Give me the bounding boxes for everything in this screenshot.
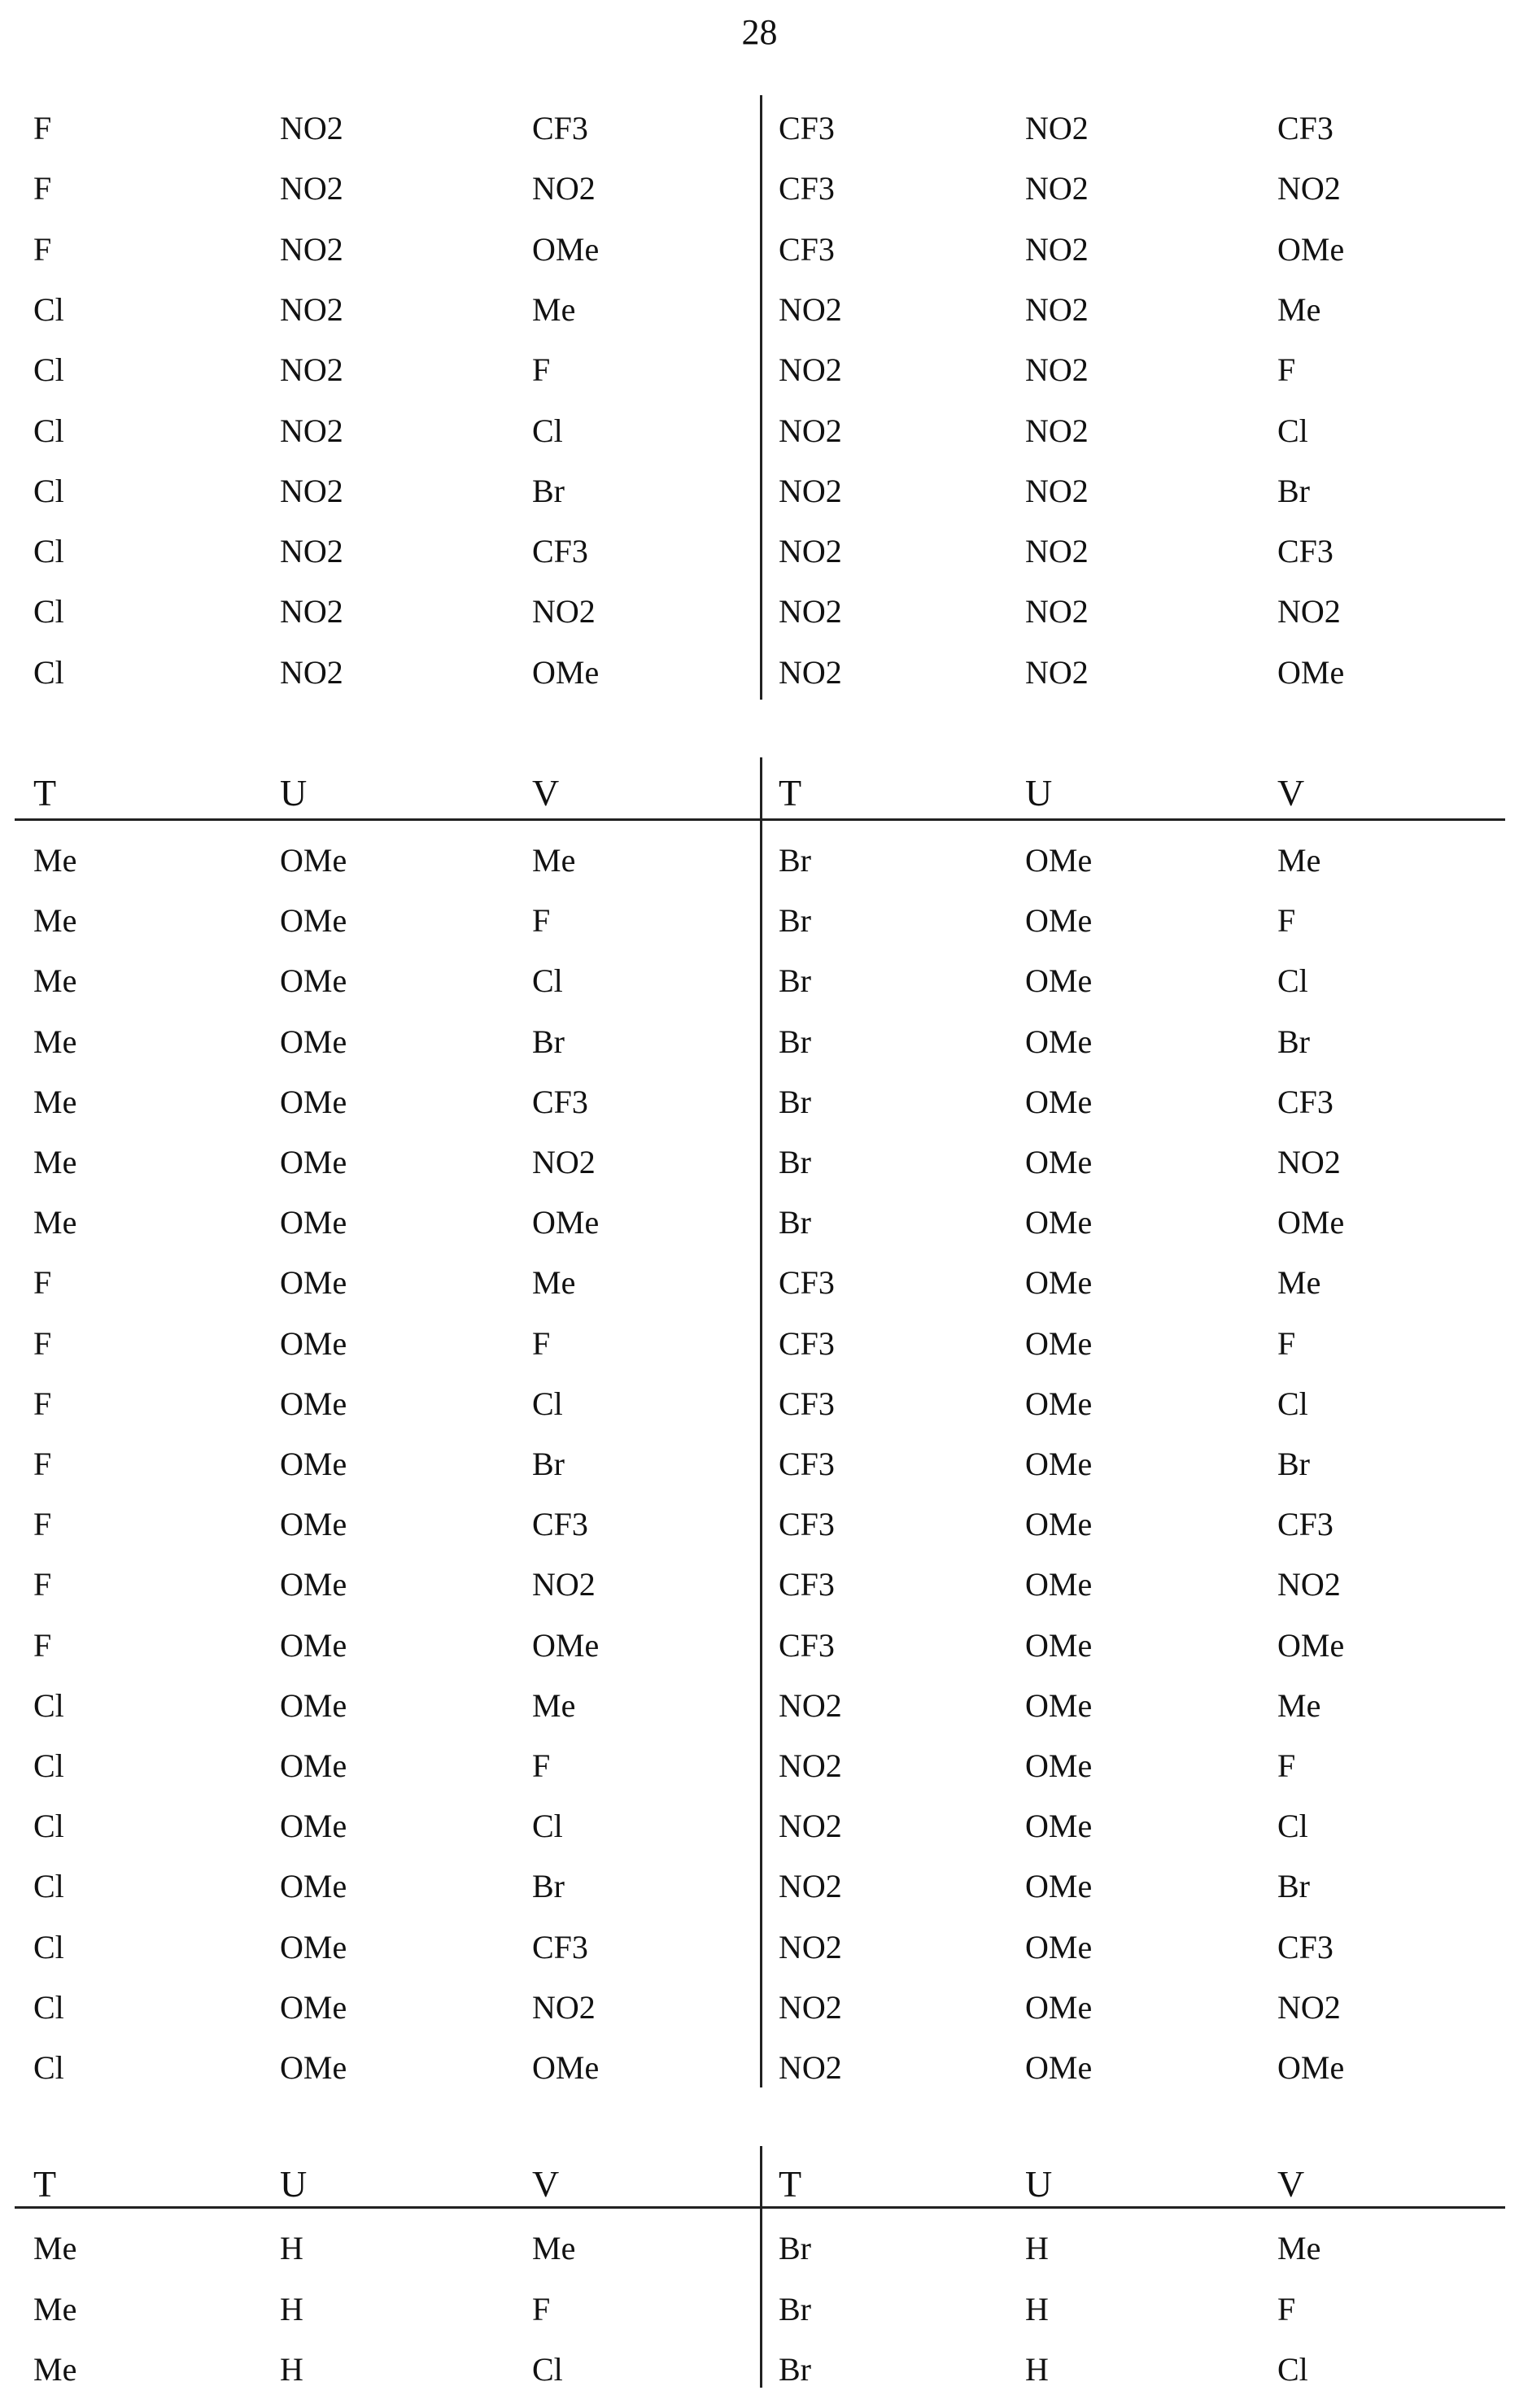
table-cell: Me	[33, 1146, 76, 1179]
table-cell: NO2	[779, 595, 842, 628]
table-cell: Cl	[33, 1931, 64, 1964]
table-cell: OMe	[1025, 1991, 1092, 2024]
table-cell: H	[280, 2353, 303, 2386]
table-cell: CF3	[779, 112, 835, 145]
table-cell: Me	[33, 1086, 76, 1119]
table-cell: Me	[33, 1026, 76, 1058]
column-divider	[760, 757, 762, 2087]
table-cell: NO2	[1277, 1146, 1341, 1179]
column-header-u: U	[1025, 774, 1052, 812]
table-cell: NO2	[1025, 354, 1089, 386]
table-cell: Me	[1277, 2232, 1320, 2265]
table-cell: OMe	[1025, 1328, 1092, 1360]
table-cell: NO2	[779, 1750, 842, 1782]
table-cell: NO2	[779, 535, 842, 568]
table-cell: CF3	[532, 1086, 588, 1119]
table-cell: OMe	[280, 2052, 347, 2084]
table-cell: Br	[779, 2353, 811, 2386]
table-cell: Cl	[1277, 1810, 1308, 1843]
table-cell: F	[33, 1629, 51, 1662]
table-cell: OMe	[280, 1629, 347, 1662]
table-cell: F	[1277, 905, 1295, 937]
table-cell: CF3	[779, 1267, 835, 1299]
table-cell: Me	[532, 1267, 575, 1299]
table-cell: Cl	[33, 1810, 64, 1843]
table-cell: Br	[779, 1146, 811, 1179]
table-cell: OMe	[1025, 1206, 1092, 1239]
table-cell: OMe	[1277, 1206, 1344, 1239]
table-cell: CF3	[779, 233, 835, 266]
table-cell: NO2	[1025, 415, 1089, 447]
table-cell: Br	[1277, 1448, 1310, 1481]
table-cell: CF3	[779, 1448, 835, 1481]
table-cell: NO2	[1025, 172, 1089, 205]
table-cell: Cl	[1277, 415, 1308, 447]
column-divider	[760, 95, 762, 700]
table-cell: OMe	[532, 233, 599, 266]
table-cell: OMe	[1025, 905, 1092, 937]
table-cell: NO2	[779, 2052, 842, 2084]
column-header-t: T	[33, 774, 56, 812]
table-cell: Cl	[33, 354, 64, 386]
table-cell: CF3	[1277, 1931, 1333, 1964]
table-cell: F	[33, 1388, 51, 1420]
table-cell: Cl	[33, 535, 64, 568]
table-cell: Cl	[33, 415, 64, 447]
table-cell: F	[1277, 1328, 1295, 1360]
table-cell: NO2	[779, 415, 842, 447]
table-cell: OMe	[532, 1206, 599, 1239]
table-cell: OMe	[280, 1508, 347, 1541]
table-cell: OMe	[280, 1086, 347, 1119]
table-cell: CF3	[1277, 1508, 1333, 1541]
table-cell: Cl	[33, 657, 64, 689]
table-cell: OMe	[1025, 1690, 1092, 1722]
column-header-v: V	[1277, 774, 1304, 812]
column-header-u: U	[1025, 2166, 1052, 2203]
column-header-u: U	[280, 774, 307, 812]
table-cell: Cl	[33, 1991, 64, 2024]
table-cell: OMe	[1025, 1870, 1092, 1903]
table-cell: CF3	[779, 1388, 835, 1420]
table-cell: NO2	[1025, 595, 1089, 628]
table-cell: F	[1277, 2293, 1295, 2326]
table-cell: NO2	[779, 1870, 842, 1903]
table-cell: Me	[33, 2293, 76, 2326]
table-cell: NO2	[779, 1931, 842, 1964]
table-cell: OMe	[280, 1448, 347, 1481]
table-cell: CF3	[1277, 112, 1333, 145]
table-cell: F	[33, 172, 51, 205]
table-cell: CF3	[532, 112, 588, 145]
table-cell: OMe	[280, 1568, 347, 1601]
table-cell: NO2	[1025, 233, 1089, 266]
table-cell: Me	[33, 844, 76, 877]
table-cell: NO2	[532, 1991, 596, 2024]
table-cell: OMe	[280, 1026, 347, 1058]
table-cell: OMe	[1025, 1750, 1092, 1782]
column-header-u: U	[280, 2166, 307, 2203]
table-cell: Me	[33, 965, 76, 997]
table-cell: CF3	[1277, 535, 1333, 568]
table-cell: NO2	[280, 475, 343, 508]
table-cell: CF3	[532, 535, 588, 568]
table-cell: OMe	[1277, 233, 1344, 266]
table-cell: Cl	[33, 595, 64, 628]
table-cell: CF3	[779, 1629, 835, 1662]
table-cell: NO2	[1025, 657, 1089, 689]
table-cell: F	[532, 1750, 550, 1782]
table-cell: NO2	[1277, 172, 1341, 205]
table-cell: Me	[1277, 294, 1320, 326]
table-cell: OMe	[1025, 1026, 1092, 1058]
table-cell: NO2	[532, 1568, 596, 1601]
table-cell: F	[33, 1568, 51, 1601]
table-cell: OMe	[280, 844, 347, 877]
table-cell: OMe	[280, 965, 347, 997]
table-cell: Cl	[532, 1388, 563, 1420]
table-cell: OMe	[532, 1629, 599, 1662]
column-header-t: T	[779, 2166, 801, 2203]
table-cell: CF3	[1277, 1086, 1333, 1119]
table-cell: NO2	[779, 294, 842, 326]
table-cell: Me	[1277, 1267, 1320, 1299]
table-cell: OMe	[280, 905, 347, 937]
table-cell: OMe	[280, 1146, 347, 1179]
table-cell: Cl	[33, 1870, 64, 1903]
page-number: 28	[0, 11, 1519, 53]
table-cell: NO2	[280, 595, 343, 628]
table-cell: NO2	[280, 415, 343, 447]
table-cell: OMe	[280, 1931, 347, 1964]
table-cell: CF3	[779, 1568, 835, 1601]
table-cell: CF3	[779, 1328, 835, 1360]
table-cell: Cl	[532, 415, 563, 447]
table-cell: OMe	[280, 1388, 347, 1420]
column-header-t: T	[33, 2166, 56, 2203]
table-cell: NO2	[280, 233, 343, 266]
table-cell: Cl	[1277, 1388, 1308, 1420]
table-cell: NO2	[779, 1810, 842, 1843]
table-cell: Br	[1277, 1026, 1310, 1058]
table-cell: OMe	[280, 1267, 347, 1299]
table-cell: F	[33, 233, 51, 266]
table-cell: Cl	[33, 1750, 64, 1782]
table-cell: Cl	[33, 1690, 64, 1722]
table-cell: NO2	[1025, 535, 1089, 568]
table-cell: H	[1025, 2353, 1049, 2386]
table-cell: NO2	[779, 657, 842, 689]
table-cell: Cl	[532, 965, 563, 997]
column-header-t: T	[779, 774, 801, 812]
table-cell: F	[532, 1328, 550, 1360]
table-cell: H	[280, 2232, 303, 2265]
table-cell: Me	[33, 1206, 76, 1239]
table-cell: H	[1025, 2232, 1049, 2265]
table-cell: CF3	[532, 1508, 588, 1541]
table-cell: OMe	[1025, 1508, 1092, 1541]
table-cell: NO2	[280, 535, 343, 568]
table-cell: Cl	[33, 2052, 64, 2084]
table-cell: OMe	[1025, 1388, 1092, 1420]
table-cell: F	[33, 1508, 51, 1541]
table-cell: NO2	[1025, 475, 1089, 508]
table-cell: H	[280, 2293, 303, 2326]
table-cell: F	[33, 112, 51, 145]
table-cell: OMe	[280, 1810, 347, 1843]
table-cell: NO2	[1277, 595, 1341, 628]
table-cell: OMe	[1277, 657, 1344, 689]
table-cell: OMe	[280, 1690, 347, 1722]
table-cell: OMe	[1025, 1810, 1092, 1843]
table-cell: OMe	[1025, 1267, 1092, 1299]
table-cell: OMe	[280, 1991, 347, 2024]
table-cell: OMe	[1277, 1629, 1344, 1662]
table-cell: Br	[779, 1206, 811, 1239]
table-cell: OMe	[1025, 1146, 1092, 1179]
table-cell: F	[33, 1448, 51, 1481]
table-cell: Br	[779, 2293, 811, 2326]
table-cell: Me	[532, 844, 575, 877]
table-cell: OMe	[1025, 1086, 1092, 1119]
table-cell: NO2	[280, 657, 343, 689]
header-rule	[15, 818, 1505, 821]
table-cell: NO2	[1277, 1568, 1341, 1601]
table-cell: OMe	[280, 1206, 347, 1239]
table-cell: NO2	[280, 172, 343, 205]
column-header-v: V	[532, 774, 559, 812]
table-cell: Br	[532, 1448, 565, 1481]
table-cell: Br	[532, 1870, 565, 1903]
table-cell: F	[33, 1328, 51, 1360]
table-cell: Br	[532, 1026, 565, 1058]
table-cell: OMe	[1025, 844, 1092, 877]
table-cell: NO2	[1025, 112, 1089, 145]
table-cell: Me	[1277, 1690, 1320, 1722]
table-cell: F	[532, 2293, 550, 2326]
table-cell: H	[1025, 2293, 1049, 2326]
table-cell: F	[1277, 1750, 1295, 1782]
table-cell: Br	[779, 1026, 811, 1058]
table-cell: NO2	[1025, 294, 1089, 326]
table-cell: Cl	[1277, 2353, 1308, 2386]
table-cell: OMe	[1025, 1448, 1092, 1481]
table-cell: Me	[532, 294, 575, 326]
table-cell: CF3	[779, 1508, 835, 1541]
table-cell: CF3	[532, 1931, 588, 1964]
table-cell: Br	[1277, 1870, 1310, 1903]
table-cell: Br	[779, 965, 811, 997]
table-cell: NO2	[779, 1690, 842, 1722]
header-rule	[15, 2206, 1505, 2209]
table-cell: OMe	[280, 1870, 347, 1903]
table-cell: NO2	[532, 1146, 596, 1179]
table-cell: F	[532, 905, 550, 937]
table-cell: OMe	[532, 2052, 599, 2084]
table-cell: Me	[33, 2353, 76, 2386]
table-cell: Cl	[532, 1810, 563, 1843]
table-cell: Cl	[532, 2353, 563, 2386]
table-cell: F	[33, 1267, 51, 1299]
table-cell: F	[532, 354, 550, 386]
table-cell: Cl	[33, 475, 64, 508]
table-cell: CF3	[779, 172, 835, 205]
table-cell: OMe	[280, 1328, 347, 1360]
table-cell: Me	[33, 905, 76, 937]
table-cell: Cl	[1277, 965, 1308, 997]
table-cell: Br	[779, 844, 811, 877]
table-cell: Br	[1277, 475, 1310, 508]
table-cell: Me	[532, 2232, 575, 2265]
table-cell: Me	[532, 1690, 575, 1722]
table-cell: NO2	[779, 475, 842, 508]
table-cell: F	[1277, 354, 1295, 386]
table-cell: Cl	[33, 294, 64, 326]
column-header-v: V	[532, 2166, 559, 2203]
table-cell: OMe	[280, 1750, 347, 1782]
table-cell: NO2	[1277, 1991, 1341, 2024]
table-cell: NO2	[532, 595, 596, 628]
column-header-v: V	[1277, 2166, 1304, 2203]
table-cell: OMe	[1025, 1931, 1092, 1964]
table-cell: Br	[779, 2232, 811, 2265]
table-cell: NO2	[280, 294, 343, 326]
table-cell: Br	[779, 905, 811, 937]
table-cell: NO2	[779, 1991, 842, 2024]
table-cell: OMe	[1025, 1568, 1092, 1601]
table-cell: OMe	[1025, 965, 1092, 997]
table-cell: NO2	[779, 354, 842, 386]
table-cell: NO2	[532, 172, 596, 205]
table-cell: NO2	[280, 112, 343, 145]
table-cell: OMe	[532, 657, 599, 689]
table-cell: Me	[33, 2232, 76, 2265]
table-cell: OMe	[1277, 2052, 1344, 2084]
table-cell: Me	[1277, 844, 1320, 877]
table-cell: Br	[779, 1086, 811, 1119]
table-cell: NO2	[280, 354, 343, 386]
column-divider	[760, 2146, 762, 2388]
table-cell: OMe	[1025, 2052, 1092, 2084]
table-cell: OMe	[1025, 1629, 1092, 1662]
table-cell: Br	[532, 475, 565, 508]
